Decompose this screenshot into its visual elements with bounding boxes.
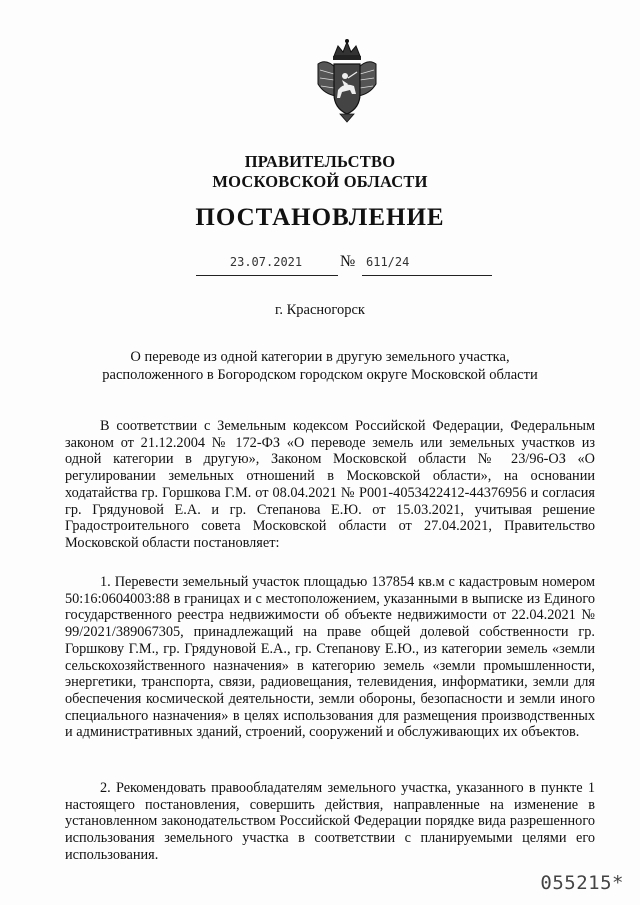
government-name-line2: МОСКОВСКОЙ ОБЛАСТИ xyxy=(212,172,428,191)
coat-of-arms-emblem xyxy=(312,38,382,124)
date-underline xyxy=(196,275,338,276)
number-sign: № xyxy=(340,253,356,270)
date-number-line xyxy=(196,255,496,277)
body-paragraph-item-2 xyxy=(65,780,595,864)
document-title: ПОСТАНОВЛЕНИЕ xyxy=(195,204,445,231)
document-date: 23.07.2021 xyxy=(229,255,303,269)
subject-line1: О переводе из одной категории в другую земельного участка, xyxy=(130,349,510,365)
paragraph-text: 1. Перевести земельный участок площадью 137854 кв.м с кадастровым номером 50:16:0604003:88 в границах и с местоположением, указанными в выписке из Единого государственного реестра недвижимости об объекте недвижимости от 22.04.2021 № 99/2021/389067305, принадлежащий на праве общей долевой собственности гр. Горшкову Г.М., гр. Грядуновой Е.А., гр. Степанову Е.Ю., из категории земель «земли сельскохозяйственного назначения» в категорию земель «земли промышленности, энергетики, транспорта, связи, радиовещания, телевидения, информатики, земли для обеспечения космической деятельности, земли обороны, безопасности и земли иного специального назначения» в целях использования для размещения производственных и административных зданий, строений, сооружений и обслуживающих их объектов. xyxy=(65,574,595,741)
document-subject xyxy=(90,348,550,384)
document-number: 611/24 xyxy=(366,255,410,269)
number-underline xyxy=(362,275,492,276)
paragraph-text: 2. Рекомендовать правообладателям земельного участка, указанного в пункте 1 настоящего постановления, совершить действия, направленные на изменение в установленном законодательством Российской Федерации порядке вида разрешенного использования земельного участка в соответствии с планируемыми целями его использования. xyxy=(65,780,595,863)
body-paragraph-item-1 xyxy=(65,574,595,741)
serial-stamp: 055215* xyxy=(540,872,624,894)
body-paragraph-preamble xyxy=(65,418,595,552)
paragraph-text: В соответствии с Земельным кодексом Российской Федерации, Федеральным законом от 21.12.2004 № 172-ФЗ «О переводе земель или земельных участков из одной категории в другую», Законом Московской области № 23/96-ОЗ «О регулировании земельных отношений в Московской области», на основании ходатайства гр. Горшкова Г.М. от 08.04.2021 № Р001-4053422412-44376956 и согласия гр. Грядуновой Е.А. и гр. Степанова Е.Ю. от 15.03.2021, учитывая решение Градостроительного совета Московской области от 27.04.2021, Правительство Московской области постановляет: xyxy=(65,418,595,551)
subject-line2: расположенного в Богородском городском округе Московской области xyxy=(102,367,538,383)
city: г. Красногорск xyxy=(275,302,365,318)
government-name-line1: ПРАВИТЕЛЬСТВО xyxy=(244,152,396,171)
